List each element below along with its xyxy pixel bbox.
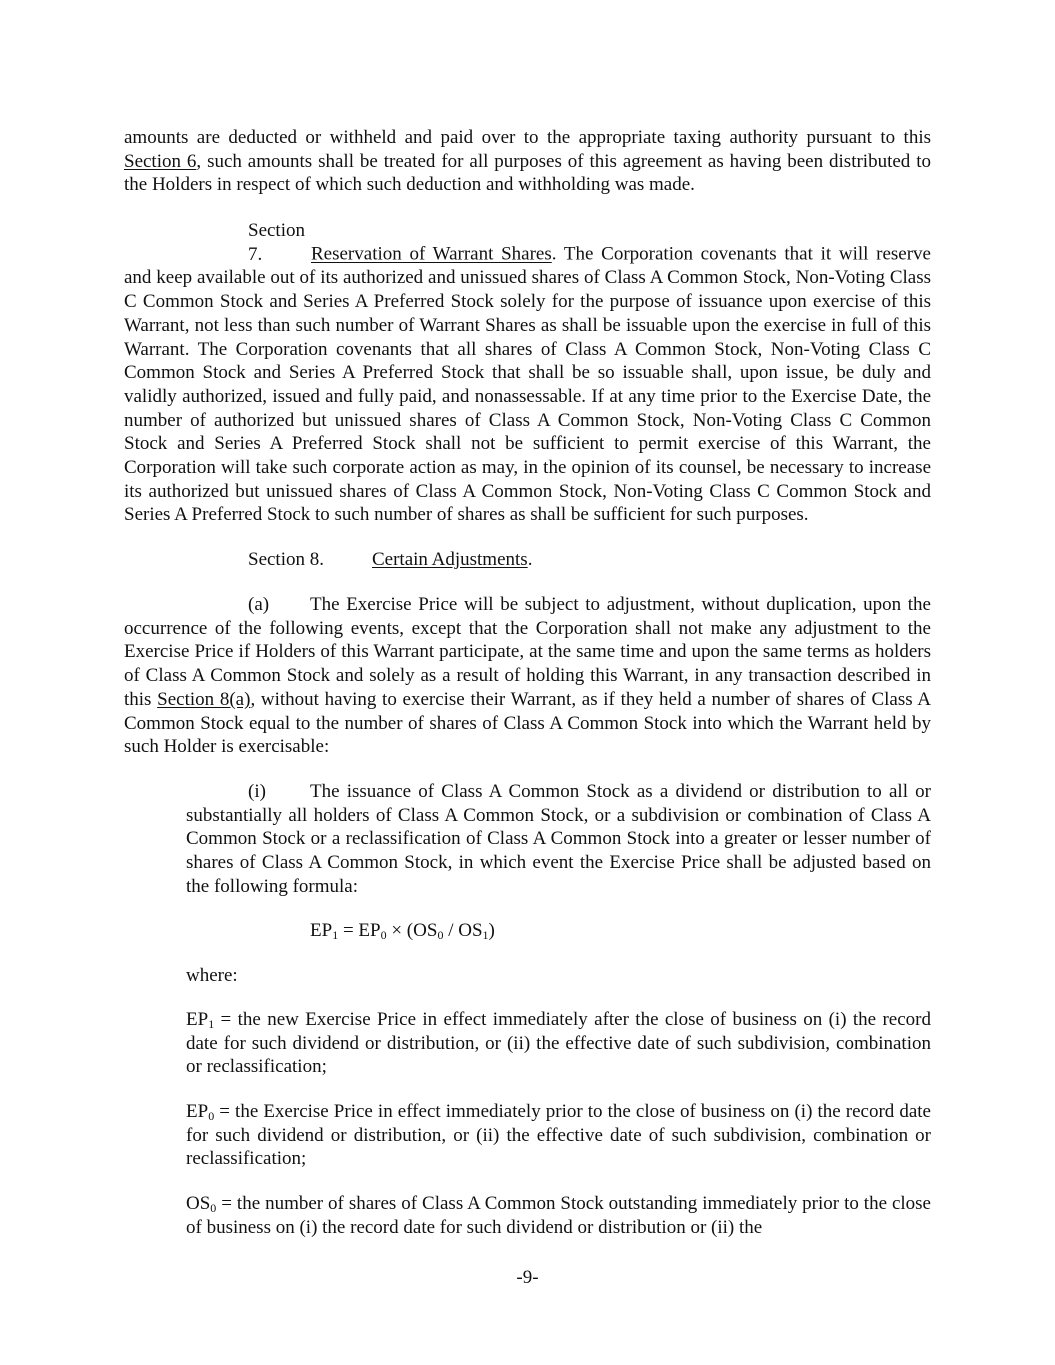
definition-ep0 <box>186 1100 931 1171</box>
page-number: -9- <box>516 1267 539 1288</box>
section-8-heading <box>248 548 532 572</box>
ep0-sub: 0 <box>208 1109 215 1123</box>
clause-i-label: (i) <box>248 781 266 802</box>
section-8a-reference: Section 8(a) <box>157 688 251 710</box>
formula-times: × ( <box>386 920 414 941</box>
formula-close: ) <box>488 920 495 941</box>
formula-term2-sub: 0 <box>437 928 444 942</box>
formula-divide: / <box>443 920 459 941</box>
ep0-definition-text: = the Exercise Price in effect immediately prior to the close of business on (i) the record date for such dividend or distribution, or (ii) the effective date of such subdivision, combination or reclassification; <box>186 1101 931 1170</box>
clause-a-paragraph <box>124 593 931 759</box>
ep1-symbol: EP <box>186 1009 209 1030</box>
continuation-text: amounts are deducted or withheld and paid over to the appropriate taxing authority pursuant to this <box>124 127 931 148</box>
formula-equals: = <box>338 920 359 941</box>
formula-lhs-sub: 1 <box>332 928 339 942</box>
ep1-definition-text: = the new Exercise Price in effect immediately after the close of business on (i) the record date for such dividend or distribution, or (ii) the effective date of such subdivision, combination or reclassification; <box>186 1009 931 1078</box>
ep1-sub: 1 <box>208 1017 215 1031</box>
os0-definition-text: = the number of shares of Class A Common Stock outstanding immediately prior to the close of business on (i) the record date for such dividend or distribution or (ii) the <box>186 1193 931 1238</box>
definition-ep1 <box>186 1008 931 1079</box>
section-8-title-suffix: . <box>527 549 533 570</box>
formula-term3: OS <box>458 920 483 941</box>
os0-sub: 0 <box>210 1201 217 1215</box>
formula-term2: OS <box>413 920 438 941</box>
definition-os0 <box>186 1192 931 1239</box>
section-7-paragraph <box>124 219 931 527</box>
section-8-title: Certain Adjustments <box>372 549 528 570</box>
clause-a-text-end: , without having to exercise their Warrant, as if they held a number of shares of Class A Common Stock equal to the number of shares of Class A Common Stock into which the Warrant held by such Holder is exercisable: <box>124 688 932 758</box>
formula-term1: EP <box>358 920 381 941</box>
section-7-title: Reservation of Warrant Shares <box>311 243 552 265</box>
adjustment-formula <box>310 919 495 943</box>
section-6-reference: Section 6 <box>124 150 197 172</box>
section-7-number: Section 7. <box>248 220 305 265</box>
formula-lhs: EP <box>310 920 333 941</box>
clause-i-text: The issuance of Class A Common Stock as a dividend or distribution to all or substantially all holders of Class A Common Stock, or a subdivision or combination of Class A Common Stock or a reclassification of Class A Common Stock into a greater or lesser number of shares of Class A Common Stock, in which event the Exercise Price shall be adjusted based on the following formula: <box>186 781 931 897</box>
where-label: where: <box>186 965 238 986</box>
continuation-paragraph <box>124 126 931 197</box>
continuation-text-end: , such amounts shall be treated for all purposes of this agreement as having been distributed to the Holders in respect of which such deduction and withholding was made. <box>124 150 931 196</box>
formula-term3-sub: 1 <box>482 928 489 942</box>
clause-a-text: The Exercise Price will be subject to adjustment, without duplication, upon the occurrence of the following events, except that the Corporation shall not make any adjustment to the Exercise Price if Holders of this Warrant participate, at the same time and upon the same terms as holders of Class A Common Stock and solely as a result of holding this Warrant, in any transaction described in this <box>124 594 931 710</box>
clause-i-paragraph <box>186 780 931 899</box>
ep0-symbol: EP <box>186 1101 209 1122</box>
section-7-body: . The Corporation covenants that it will reserve and keep available out of its authorized and unissued shares of Class A Common Stock, Non-Voting Class C Common Stock and Series A Preferred Stock solely for the purpose of issuance upon exercise of this Warrant, not less than such number of Warrant Shares as shall be issuable upon the exercise in full of this Warrant. The Corporation covenants that all shares of Class A Common Stock, Non-Voting Class C Common Stock and Series A Preferred Stock that shall be so issuable shall, upon issue, be duly and validly authorized, issued and fully paid, and nonassessable. If at any time prior to the Exercise Date, the number of authorized but unissued shares of Class A Common Stock, Non-Voting Class C Common Stock and Series A Preferred Stock shall not be sufficient to permit exercise of this Warrant, the Corporation will take such corporate action as may, in the opinion of its counsel, be necessary to increase its authorized but unissued shares of Class A Common Stock, Non-Voting Class C Common Stock and Series A Preferred Stock to such number of shares as shall be sufficient for such purposes. <box>124 243 931 526</box>
clause-a-label: (a) <box>248 594 270 615</box>
formula-term1-sub: 0 <box>380 928 387 942</box>
os0-symbol: OS <box>186 1193 211 1214</box>
section-8-number: Section 8. <box>248 549 324 570</box>
